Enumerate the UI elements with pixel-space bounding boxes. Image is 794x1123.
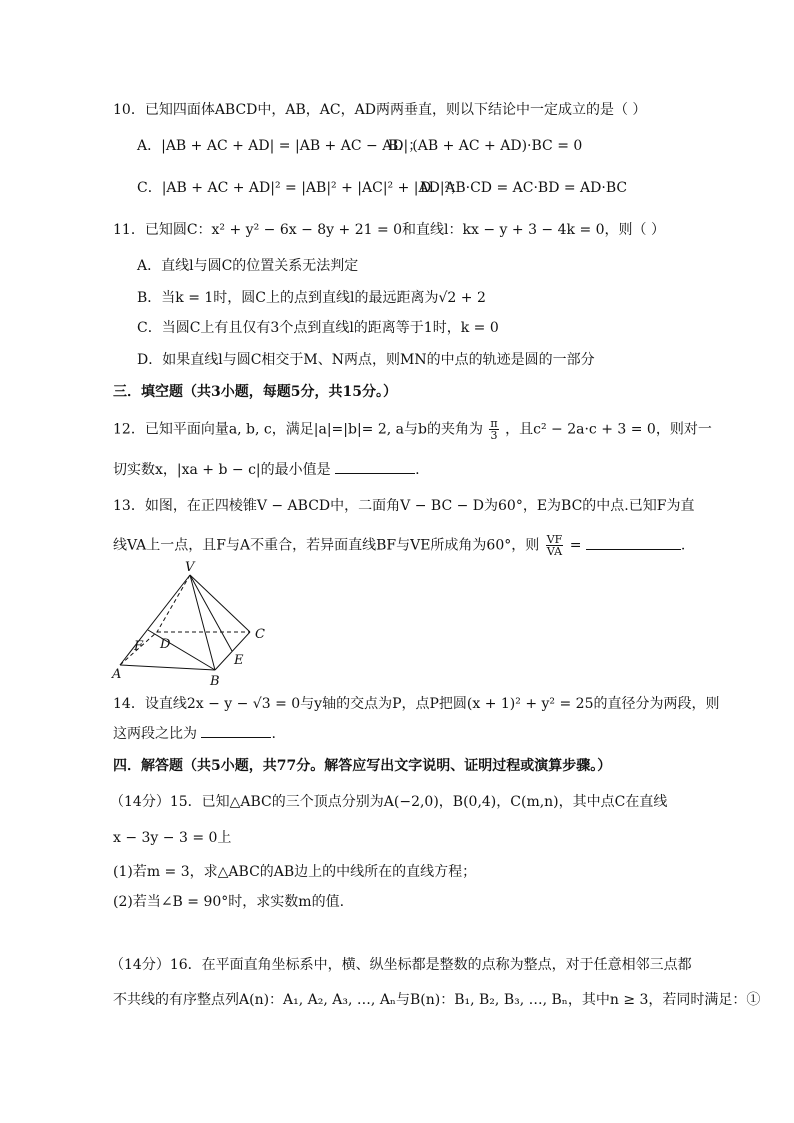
label-V: V <box>185 560 195 575</box>
q13-fraction-denominator: VA <box>546 545 563 558</box>
section-3-heading: 三．填空题（共3小题，每题5分，共15分。） <box>113 384 397 400</box>
q12-answer-blank <box>335 461 415 474</box>
q12-text-c: 切实数x，|xa + b − c|的最小值是 <box>113 462 331 478</box>
section-4-heading: 四．解答题（共5小题，共77分。解答应写出文字说明、证明过程或演算步骤。） <box>113 758 612 774</box>
q14-answer-blank <box>201 725 271 738</box>
q13-answer-blank <box>586 537 681 550</box>
q11-stem: 11．已知圆C：x² + y² − 6x − 8y + 21 = 0和直线l：kx − y + 3 − 4k = 0，则（ ） <box>113 222 665 238</box>
edge-VD <box>157 575 190 632</box>
q14-text: 这两段之比为 <box>113 726 197 742</box>
q11-option-c: C．当圆C上有且仅有3个点到直线l的距离等于1时，k = 0 <box>137 320 499 336</box>
q12-fraction-denominator: 3 <box>490 429 498 442</box>
q13-ratio-fraction <box>546 534 564 557</box>
q10-stem: 10．已知四面体ABCD中，AB，AC，AD两两垂直，则以下结论中一定成立的是（ ） <box>113 102 647 118</box>
q13-text-b: = <box>569 537 582 554</box>
q11-option-d: D．如果直线l与圆C相交于M、N两点，则MN的中点的轨迹是圆的一部分 <box>137 352 595 368</box>
label-C: C <box>255 627 265 642</box>
edge-VC <box>190 575 250 632</box>
label-D: D <box>160 637 171 652</box>
edge-VB <box>190 575 215 670</box>
q10-option-a: A．|AB + AC + AD| = |AB + AC − AD|； <box>137 138 423 154</box>
q12-fraction-numerator: π <box>490 417 498 430</box>
q11-option-a: A．直线l与圆C的位置关系无法判定 <box>137 258 359 274</box>
q10-option-b: B．(AB + AC + AD)·BC = 0 <box>388 138 583 154</box>
q15-line-2: x − 3y − 3 = 0上 <box>113 830 232 846</box>
q14-line-2: 这两段之比为 . <box>113 726 276 742</box>
segment-VE <box>190 575 232 651</box>
q12-text-a: 12．已知平面向量a, b, c，满足|a|=|b|= 2, a与b的夹角为 <box>113 421 483 438</box>
pyramid-figure <box>110 560 280 690</box>
edge-VA <box>120 575 190 665</box>
label-A: A <box>112 667 122 682</box>
q11-option-b: B．当k = 1时，圆C上的点到直线l的最远距离为√2 + 2 <box>137 290 486 306</box>
q14-line-1: 14．设直线2x − y − √3 = 0与y轴的交点为P，点P把圆(x + 1)² + y² = 25的直径分为两段，则 <box>113 696 720 712</box>
q15-part-1: (1)若m = 3，求△ABC的AB边上的中线所在的直线方程； <box>113 864 477 880</box>
q12-angle-fraction <box>489 418 498 441</box>
q10-option-d: D．AB·CD = AC·BD = AD·BC <box>420 180 628 196</box>
label-F: F <box>134 639 144 654</box>
q15-part-2: (2)若当∠B = 90°时，求实数m的值. <box>113 894 345 910</box>
label-E: E <box>234 653 244 668</box>
q12-text-b: ，且c² − 2a·c + 3 = 0，则对一 <box>505 421 712 438</box>
q16-line-1: （14分）16．在平面直角坐标系中，横、纵坐标都是整数的点称为整点，对于任意相邻三点都 <box>110 957 692 973</box>
q15-line-1: （14分）15．已知△ABC的三个顶点分别为A(−2,0)，B(0,4)，C(m,n)，其中点C在直线 <box>110 794 668 810</box>
q13-fraction-numerator: VF <box>546 533 563 546</box>
segment-BF <box>148 630 215 670</box>
q16-line-2: 不共线的有序整点列A(n)：A₁, A₂, A₃, …, Aₙ与B(n)：B₁, B₂, B₃, …, Bₙ，其中n ≥ 3，若同时满足：① <box>113 992 761 1008</box>
label-B: B <box>210 674 220 689</box>
edge-AB <box>120 665 215 670</box>
q10-option-c: C．|AB + AC + AD|² = |AB|² + |AC|² + |AD|²； <box>137 180 465 196</box>
q13-line-2: 线VA上一点，且F与A不重合，若异面直线BF与VE所成角为60°，则 $\frac{VF}{VA}$ = . <box>113 533 686 558</box>
edge-BC <box>215 632 250 670</box>
q13-line-1: 13．如图，在正四棱锥V − ABCD中，二面角V − BC − D为60°，E为BC的中点.已知F为直 <box>113 498 695 514</box>
q13-text-a: 线VA上一点，且F与A不重合，若异面直线BF与VE所成角为60°，则 <box>113 537 540 554</box>
q12-line-2: 切实数x，|xa + b − c|的最小值是 . <box>113 462 420 478</box>
q12-line-1 <box>113 418 712 441</box>
